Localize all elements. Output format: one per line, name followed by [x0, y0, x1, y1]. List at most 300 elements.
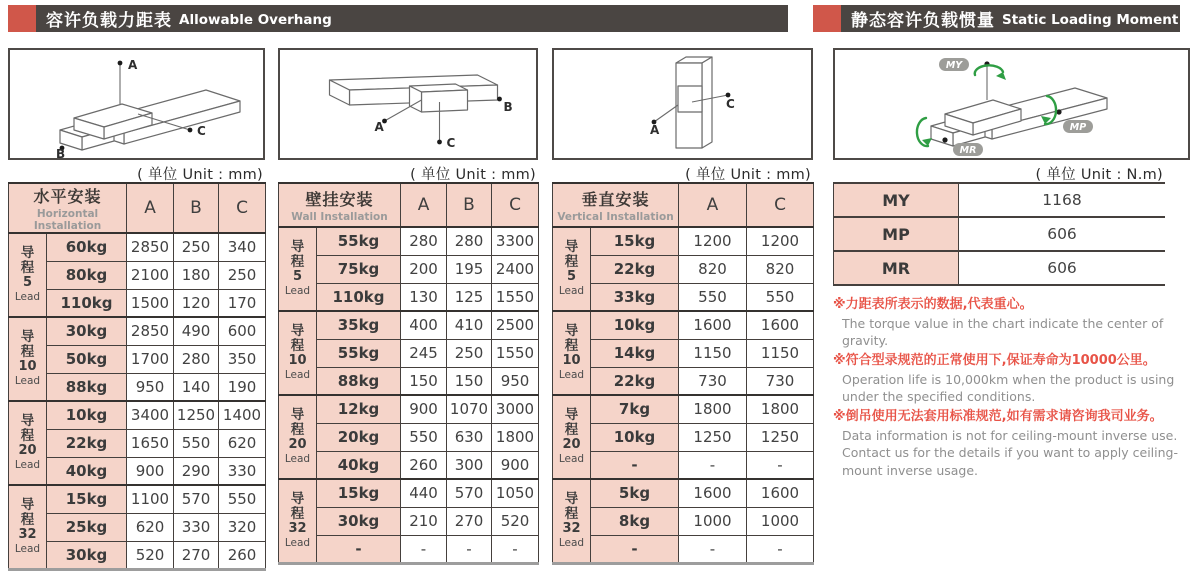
lead-zh-char: 导 — [290, 239, 305, 256]
table-row — [279, 395, 539, 423]
table-row — [553, 311, 814, 339]
value-cell: 270 — [174, 541, 219, 569]
lead-number: 32 — [288, 521, 307, 537]
lead-group-label — [9, 233, 47, 317]
lead-en: Lead — [14, 291, 41, 304]
load-cell: 25kg — [47, 513, 127, 541]
lead-group-label — [279, 395, 317, 479]
load-cell: 15kg — [591, 227, 679, 255]
table-row — [279, 367, 539, 395]
value-cell: 730 — [679, 367, 747, 395]
lead-zh-char: 程 — [564, 338, 579, 355]
lead-zh-char: 程 — [20, 511, 35, 528]
value-cell: 550 — [401, 423, 447, 451]
load-cell: 33kg — [591, 283, 679, 311]
column-header-c: C — [492, 183, 539, 227]
header-title-en: Allowable Overhang — [179, 11, 332, 28]
table-row — [553, 367, 814, 395]
value-cell: 1050 — [492, 479, 539, 507]
table-row — [279, 227, 539, 255]
value-cell: 1550 — [492, 283, 539, 311]
column-header-b: B — [447, 183, 492, 227]
table-title-zh: 水平安装 — [33, 187, 102, 206]
table-row — [9, 513, 266, 541]
value-cell: 490 — [174, 317, 219, 345]
load-cell: 55kg — [317, 339, 401, 367]
value-cell: 3400 — [127, 401, 174, 429]
lead-group-label — [279, 227, 317, 311]
load-cell: 50kg — [47, 345, 127, 373]
value-cell: 250 — [447, 339, 492, 367]
table-row — [279, 339, 539, 367]
table-row — [553, 255, 814, 283]
load-cell: 40kg — [317, 451, 401, 479]
note-zh: ※力距表所表示的数据,代表重心。 — [833, 297, 1033, 312]
note-en: Data information is not for ceiling-mount inverse use. Contact us for the details if you want to apply ceiling-mount inverse usage. — [842, 427, 1178, 478]
value-cell: 620 — [219, 429, 266, 457]
moment-label-my: MY — [945, 60, 963, 71]
value-cell: 350 — [219, 345, 266, 373]
table-row — [553, 395, 814, 423]
table-title — [9, 183, 127, 233]
value-cell: 1600 — [747, 311, 814, 339]
value-cell: 1600 — [747, 479, 814, 507]
lead-number: 20 — [18, 443, 37, 459]
load-cell: 35kg — [317, 311, 401, 339]
diagram-label-a: A — [650, 123, 660, 137]
value-cell: 2100 — [127, 261, 174, 289]
wall-installation-diagram — [278, 48, 538, 160]
column-header-a: A — [401, 183, 447, 227]
value-cell: 1250 — [174, 401, 219, 429]
load-cell: 10kg — [591, 423, 679, 451]
load-cell: 30kg — [317, 507, 401, 535]
value-cell: 280 — [447, 227, 492, 255]
lead-group-label — [553, 479, 591, 563]
value-cell: 520 — [492, 507, 539, 535]
value-cell: 245 — [401, 339, 447, 367]
lead-number: 10 — [562, 353, 581, 369]
lead-number: 32 — [562, 521, 581, 537]
table-row — [9, 485, 266, 513]
table-row — [279, 535, 539, 563]
lead-zh-char: 程 — [564, 254, 579, 271]
table-row — [279, 311, 539, 339]
load-cell: 22kg — [47, 429, 127, 457]
value-cell: 2400 — [492, 255, 539, 283]
lead-number: 32 — [18, 527, 37, 543]
table-row — [9, 373, 266, 401]
horizontal-installation-diagram — [8, 48, 265, 160]
load-cell: 75kg — [317, 255, 401, 283]
lead-number: 5 — [292, 269, 303, 285]
lead-group-label — [279, 311, 317, 395]
value-cell: 1800 — [747, 395, 814, 423]
value-cell: 290 — [174, 457, 219, 485]
table-title-en: Vertical Installation — [557, 211, 674, 223]
lead-zh-char: 导 — [290, 490, 305, 507]
value-cell: 410 — [447, 311, 492, 339]
value-cell: 620 — [127, 513, 174, 541]
value-cell: 2500 — [492, 311, 539, 339]
vertical-installation-table — [552, 182, 814, 565]
value-cell: 1200 — [679, 227, 747, 255]
value-cell: 820 — [679, 255, 747, 283]
table-row — [279, 507, 539, 535]
value-cell: 1250 — [679, 423, 747, 451]
vertical-installation-section — [552, 48, 813, 565]
value-cell: 600 — [219, 317, 266, 345]
table-row — [279, 479, 539, 507]
table-row — [9, 289, 266, 317]
diagram-label-c: C — [197, 124, 206, 138]
lead-en: Lead — [284, 285, 311, 298]
load-cell: 30kg — [47, 541, 127, 569]
lead-zh-char: 程 — [20, 344, 35, 361]
table-row — [553, 283, 814, 311]
load-cell: 110kg — [317, 283, 401, 311]
lead-group-label — [9, 401, 47, 485]
load-cell: 5kg — [591, 479, 679, 507]
lead-number: 5 — [566, 269, 577, 285]
load-cell: 15kg — [47, 485, 127, 513]
column-header-a: A — [679, 183, 747, 227]
load-cell: 10kg — [591, 311, 679, 339]
lead-en: Lead — [284, 537, 311, 550]
value-cell: 1700 — [127, 345, 174, 373]
value-cell: 440 — [401, 479, 447, 507]
lead-group-label — [553, 395, 591, 479]
column-header-c: C — [747, 183, 814, 227]
unit-label: ( 单位 Unit : mm) — [137, 167, 263, 183]
load-cell: - — [591, 535, 679, 563]
table-title-zh: 壁挂安装 — [305, 190, 374, 209]
table-row — [553, 423, 814, 451]
header-row — [279, 183, 539, 227]
table-row — [834, 251, 1166, 285]
value-cell: 3000 — [492, 395, 539, 423]
column-header-b: B — [174, 183, 219, 233]
value-cell: 2850 — [127, 317, 174, 345]
diagram-label-c: C — [446, 136, 456, 150]
value-cell: 125 — [447, 283, 492, 311]
value-cell: 1600 — [679, 311, 747, 339]
value-cell: 140 — [174, 373, 219, 401]
lead-zh-char: 程 — [290, 505, 305, 522]
value-cell: - — [747, 451, 814, 479]
table-row — [9, 541, 266, 569]
value-cell: 950 — [492, 367, 539, 395]
moment-row-value: 1168 — [959, 183, 1166, 217]
value-cell: 550 — [747, 283, 814, 311]
value-cell: 1100 — [127, 485, 174, 513]
value-cell: - — [747, 535, 814, 563]
value-cell: 1650 — [127, 429, 174, 457]
value-cell: 900 — [401, 395, 447, 423]
load-cell: 60kg — [47, 233, 127, 261]
note-en: Operation life is 10,000km when the product is using under the specified conditions. — [842, 371, 1175, 405]
load-cell: 40kg — [47, 457, 127, 485]
value-cell: 195 — [447, 255, 492, 283]
lead-en: Lead — [14, 543, 41, 556]
value-cell: 190 — [219, 373, 266, 401]
value-cell: 280 — [174, 345, 219, 373]
table-row — [9, 457, 266, 485]
value-cell: - — [401, 535, 447, 563]
value-cell: 1200 — [747, 227, 814, 255]
load-cell: 15kg — [317, 479, 401, 507]
table-row — [9, 261, 266, 289]
lead-en: Lead — [14, 375, 41, 388]
value-cell: 570 — [447, 479, 492, 507]
value-cell: 150 — [447, 367, 492, 395]
load-cell: 110kg — [47, 289, 127, 317]
value-cell: 900 — [492, 451, 539, 479]
unit-label: ( 单位 Unit : mm) — [410, 167, 536, 183]
value-cell: 2850 — [127, 233, 174, 261]
lead-zh-char: 导 — [20, 245, 35, 262]
note-en: The torque value in the chart indicate the center of gravity. — [842, 315, 1164, 349]
moment-label-mr: MR — [959, 145, 977, 156]
table-title — [279, 183, 401, 227]
value-cell: - — [492, 535, 539, 563]
wall-installation-table — [278, 182, 539, 565]
header-row — [553, 183, 814, 227]
moment-row-label: MP — [834, 217, 959, 251]
lead-en: Lead — [558, 369, 585, 382]
value-cell: 210 — [401, 507, 447, 535]
load-cell: 8kg — [591, 507, 679, 535]
header-title-zh: 容许负载力距表 — [46, 11, 172, 31]
lead-en: Lead — [558, 453, 585, 466]
load-cell: 88kg — [317, 367, 401, 395]
table-row — [553, 479, 814, 507]
lead-en: Lead — [558, 285, 585, 298]
load-cell: - — [591, 451, 679, 479]
value-cell: 1150 — [679, 339, 747, 367]
table-row — [9, 317, 266, 345]
static-loading-moment-diagram — [833, 48, 1190, 160]
value-cell: 170 — [219, 289, 266, 317]
value-cell: 260 — [401, 451, 447, 479]
table-row — [9, 233, 266, 261]
table-row — [9, 401, 266, 429]
lead-zh-char: 导 — [564, 407, 579, 424]
table-row — [553, 339, 814, 367]
value-cell: 950 — [127, 373, 174, 401]
unit-label: ( 单位 Unit : N.m) — [1035, 167, 1163, 183]
table-row — [553, 451, 814, 479]
value-cell: 340 — [219, 233, 266, 261]
lead-en: Lead — [284, 369, 311, 382]
table-row — [553, 507, 814, 535]
value-cell: 400 — [401, 311, 447, 339]
section-header-allowable-overhang — [8, 5, 788, 32]
lead-zh-char: 导 — [20, 329, 35, 346]
value-cell: 550 — [219, 485, 266, 513]
value-cell: 320 — [219, 513, 266, 541]
diagram-label-a: A — [374, 120, 384, 134]
diagram-label-b: B — [56, 147, 66, 158]
lead-number: 10 — [288, 353, 307, 369]
value-cell: 280 — [401, 227, 447, 255]
load-cell: 22kg — [591, 255, 679, 283]
value-cell: 820 — [747, 255, 814, 283]
load-cell: 10kg — [47, 401, 127, 429]
value-cell: 260 — [219, 541, 266, 569]
table-row — [279, 423, 539, 451]
note-zh: ※符合型录规范的正常使用下,保证寿命为10000公里。 — [833, 353, 1156, 368]
value-cell: 550 — [174, 429, 219, 457]
lead-zh-char: 导 — [564, 490, 579, 507]
red-square-icon — [813, 5, 841, 32]
lead-zh-char: 导 — [20, 413, 35, 430]
lead-zh-char: 导 — [290, 407, 305, 424]
value-cell: 550 — [679, 283, 747, 311]
table-title-zh: 垂直安装 — [581, 190, 650, 209]
value-cell: 900 — [127, 457, 174, 485]
lead-zh-char: 导 — [290, 323, 305, 340]
table-row — [279, 255, 539, 283]
value-cell: 1000 — [747, 507, 814, 535]
lead-number: 5 — [22, 275, 33, 291]
load-cell: 80kg — [47, 261, 127, 289]
value-cell: 180 — [174, 261, 219, 289]
lead-en: Lead — [558, 537, 585, 550]
lead-zh-char: 导 — [564, 323, 579, 340]
table-row — [553, 227, 814, 255]
isometric-rail-icon — [280, 50, 536, 158]
red-square-icon — [8, 5, 36, 32]
table-row — [9, 429, 266, 457]
value-cell: 1600 — [679, 479, 747, 507]
lead-zh-char: 程 — [20, 260, 35, 277]
table-row — [9, 345, 266, 373]
load-cell: 14kg — [591, 339, 679, 367]
note-zh: ※倒吊使用无法套用标准规范,如有需求请咨询我司业务。 — [833, 409, 1163, 424]
lead-number: 20 — [288, 437, 307, 453]
header-row — [9, 183, 266, 233]
value-cell: 250 — [174, 233, 219, 261]
value-cell: 250 — [219, 261, 266, 289]
moment-row-label: MR — [834, 251, 959, 285]
static-loading-moment-section — [833, 48, 1190, 481]
value-cell: 330 — [174, 513, 219, 541]
header-title-zh: 静态容许负载惯量 — [851, 11, 995, 31]
value-cell: 1800 — [492, 423, 539, 451]
lead-zh-char: 程 — [290, 338, 305, 355]
value-cell: 270 — [447, 507, 492, 535]
table-row — [553, 535, 814, 563]
lead-en: Lead — [284, 453, 311, 466]
column-header-a: A — [127, 183, 174, 233]
moment-label-mp: MP — [1069, 122, 1087, 133]
load-cell: 20kg — [317, 423, 401, 451]
value-cell: 630 — [447, 423, 492, 451]
lead-group-label — [9, 317, 47, 401]
value-cell: 1150 — [747, 339, 814, 367]
table-title-en: Horizontal Installation — [33, 208, 102, 232]
section-header-static-loading-moment — [813, 5, 1180, 32]
moment-row-value: 606 — [959, 217, 1166, 251]
load-cell: 12kg — [317, 395, 401, 423]
lead-group-label — [279, 479, 317, 563]
value-cell: 130 — [401, 283, 447, 311]
lead-zh-char: 导 — [564, 239, 579, 256]
horizontal-installation-section — [8, 48, 265, 571]
value-cell: 1800 — [679, 395, 747, 423]
lead-number: 10 — [18, 359, 37, 375]
diagram-label-a: A — [128, 58, 138, 72]
diagram-label-c: C — [726, 97, 735, 111]
value-cell: 1000 — [679, 507, 747, 535]
load-cell: 88kg — [47, 373, 127, 401]
table-row — [834, 217, 1166, 251]
value-cell: - — [679, 451, 747, 479]
lead-group-label — [9, 485, 47, 569]
value-cell: 730 — [747, 367, 814, 395]
lead-zh-char: 导 — [20, 496, 35, 513]
diagram-label-b: B — [503, 100, 513, 114]
value-cell: 520 — [127, 541, 174, 569]
value-cell: 120 — [174, 289, 219, 317]
value-cell: 570 — [174, 485, 219, 513]
table-row — [279, 451, 539, 479]
static-loading-moment-table — [833, 182, 1165, 286]
isometric-rail-icon — [10, 50, 263, 158]
lead-group-label — [553, 227, 591, 311]
table-title-en: Wall Installation — [291, 211, 388, 223]
lead-zh-char: 程 — [290, 422, 305, 439]
value-cell: 330 — [219, 457, 266, 485]
value-cell: 1500 — [127, 289, 174, 317]
load-cell: 30kg — [47, 317, 127, 345]
footnotes — [833, 295, 1190, 480]
table-row — [279, 283, 539, 311]
value-cell: 150 — [401, 367, 447, 395]
lead-zh-char: 程 — [564, 422, 579, 439]
value-cell: 1400 — [219, 401, 266, 429]
value-cell: 300 — [447, 451, 492, 479]
lead-group-label — [553, 311, 591, 395]
value-cell: - — [447, 535, 492, 563]
vertical-installation-diagram — [552, 48, 813, 160]
unit-label: ( 单位 Unit : mm) — [685, 167, 811, 183]
column-header-c: C — [219, 183, 266, 233]
lead-number: 20 — [562, 437, 581, 453]
table-row — [834, 183, 1166, 217]
value-cell: - — [679, 535, 747, 563]
moment-row-value: 606 — [959, 251, 1166, 285]
lead-en: Lead — [14, 459, 41, 472]
horizontal-installation-table — [8, 182, 266, 571]
table-title — [553, 183, 679, 227]
load-cell: 22kg — [591, 367, 679, 395]
header-title-en: Static Loading Moment — [1002, 11, 1179, 28]
load-cell: 55kg — [317, 227, 401, 255]
lead-zh-char: 程 — [564, 505, 579, 522]
wall-installation-section — [278, 48, 538, 565]
load-cell: - — [317, 535, 401, 563]
isometric-rail-moment-icon — [835, 50, 1188, 158]
lead-zh-char: 程 — [20, 428, 35, 445]
value-cell: 1250 — [747, 423, 814, 451]
load-cell: 7kg — [591, 395, 679, 423]
value-cell: 3300 — [492, 227, 539, 255]
moment-row-label: MY — [834, 183, 959, 217]
value-cell: 200 — [401, 255, 447, 283]
lead-zh-char: 程 — [290, 254, 305, 271]
